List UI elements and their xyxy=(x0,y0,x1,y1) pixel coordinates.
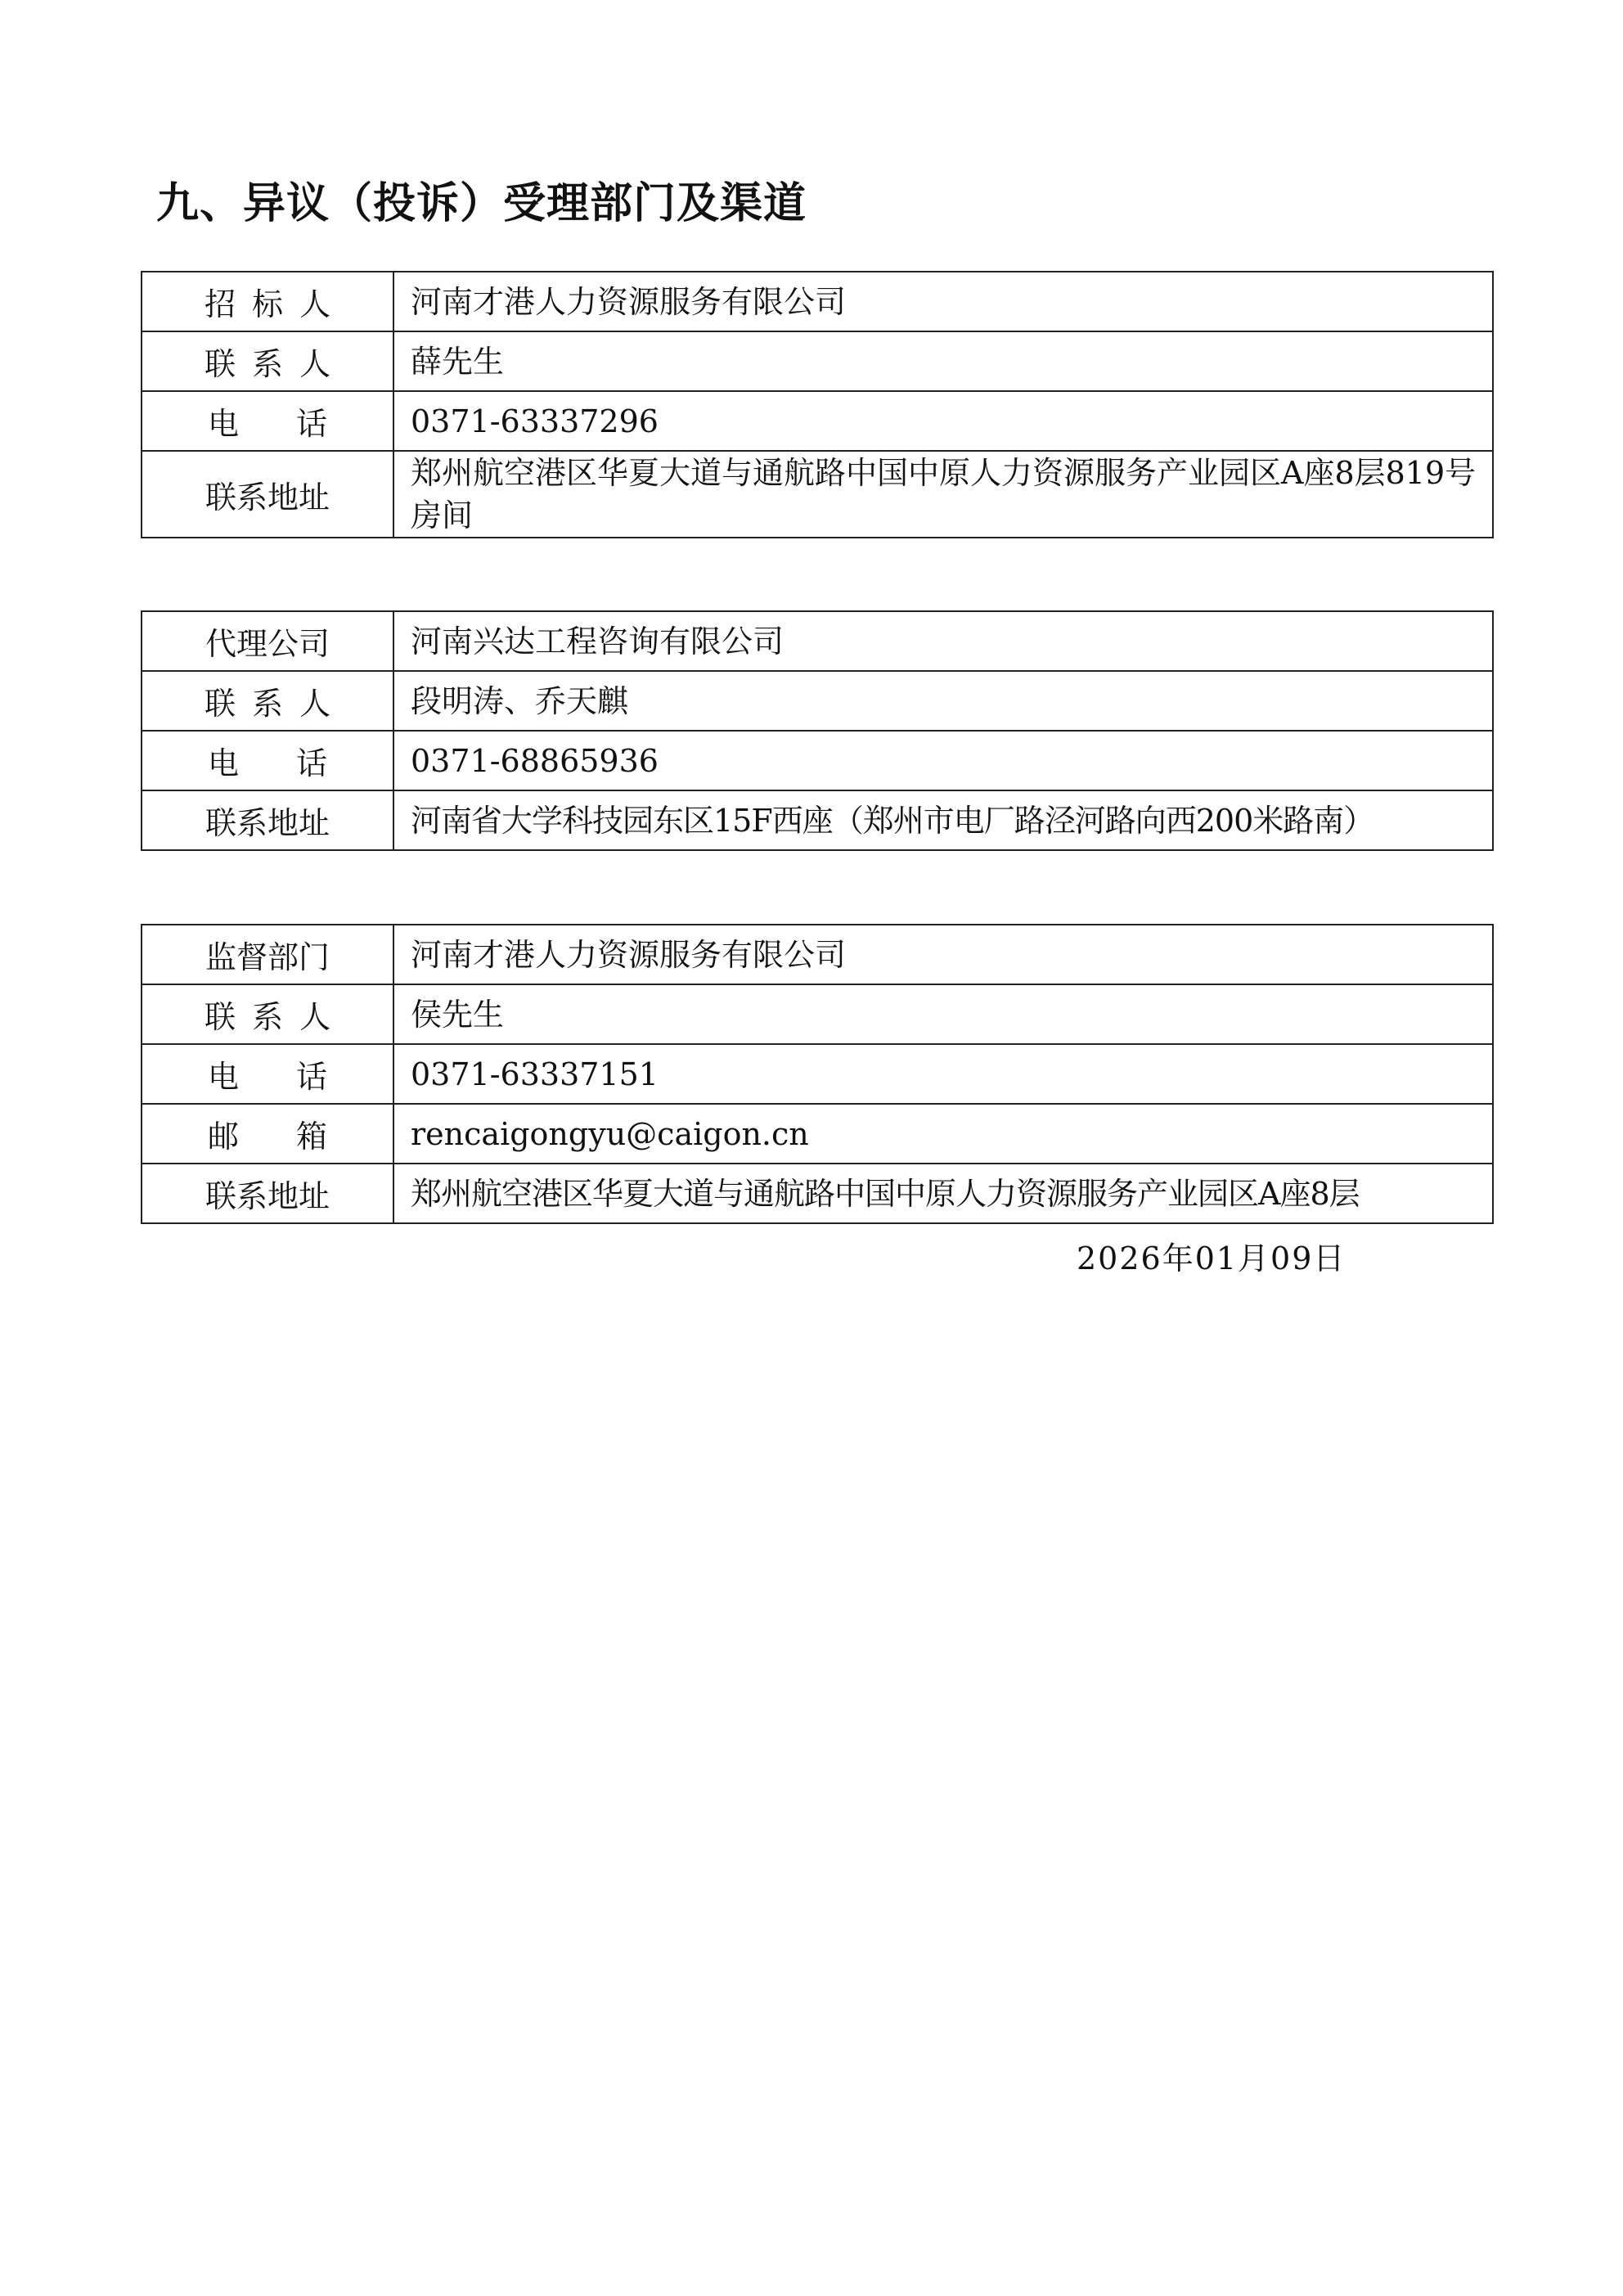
agency-contact-table xyxy=(141,610,1494,851)
row-label: 电话 xyxy=(142,391,393,451)
table-row xyxy=(142,790,1493,850)
section-heading: 九、异议（投诉）受理部门及渠道 xyxy=(156,179,807,228)
row-value: 河南才港人力资源服务有限公司 xyxy=(393,925,1493,984)
table-row xyxy=(142,984,1493,1044)
row-value: 郑州航空港区华夏大道与通航路中国中原人力资源服务产业园区A座8层819号房间 xyxy=(393,451,1493,538)
row-label: 联系地址 xyxy=(142,451,393,538)
row-label: 邮箱 xyxy=(142,1104,393,1164)
table-row xyxy=(142,272,1493,331)
row-value: 河南才港人力资源服务有限公司 xyxy=(393,272,1493,331)
row-label: 电话 xyxy=(142,731,393,790)
row-value: 段明涛、乔天麒 xyxy=(393,671,1493,731)
row-value: 薛先生 xyxy=(393,331,1493,391)
row-label: 电话 xyxy=(142,1044,393,1104)
row-value: 0371-63337151 xyxy=(393,1044,1493,1104)
row-label: 联系人 xyxy=(142,331,393,391)
table-row xyxy=(142,611,1493,671)
table-row xyxy=(142,1164,1493,1223)
row-label: 联系人 xyxy=(142,671,393,731)
row-label: 监督部门 xyxy=(142,925,393,984)
row-label: 联系地址 xyxy=(142,790,393,850)
document-date: 2026年01月09日 xyxy=(1077,1240,1347,1276)
row-value: 0371-63337296 xyxy=(393,391,1493,451)
row-value: 0371-68865936 xyxy=(393,731,1493,790)
row-label: 联系人 xyxy=(142,984,393,1044)
row-label: 代理公司 xyxy=(142,611,393,671)
tenderer-contact-table xyxy=(141,271,1494,538)
table-row xyxy=(142,331,1493,391)
supervision-contact-table xyxy=(141,924,1494,1224)
table-row xyxy=(142,671,1493,731)
table-row xyxy=(142,731,1493,790)
row-value: 河南兴达工程咨询有限公司 xyxy=(393,611,1493,671)
table-row xyxy=(142,925,1493,984)
table-row xyxy=(142,391,1493,451)
row-value: rencaigongyu@caigon.cn xyxy=(393,1104,1493,1164)
row-label: 联系地址 xyxy=(142,1164,393,1223)
row-value: 侯先生 xyxy=(393,984,1493,1044)
table-row xyxy=(142,1044,1493,1104)
table-row xyxy=(142,451,1493,538)
row-value: 郑州航空港区华夏大道与通航路中国中原人力资源服务产业园区A座8层 xyxy=(393,1164,1493,1223)
row-label: 招标人 xyxy=(142,272,393,331)
row-value: 河南省大学科技园东区15F西座（郑州市电厂路泾河路向西200米路南） xyxy=(393,790,1493,850)
table-row xyxy=(142,1104,1493,1164)
